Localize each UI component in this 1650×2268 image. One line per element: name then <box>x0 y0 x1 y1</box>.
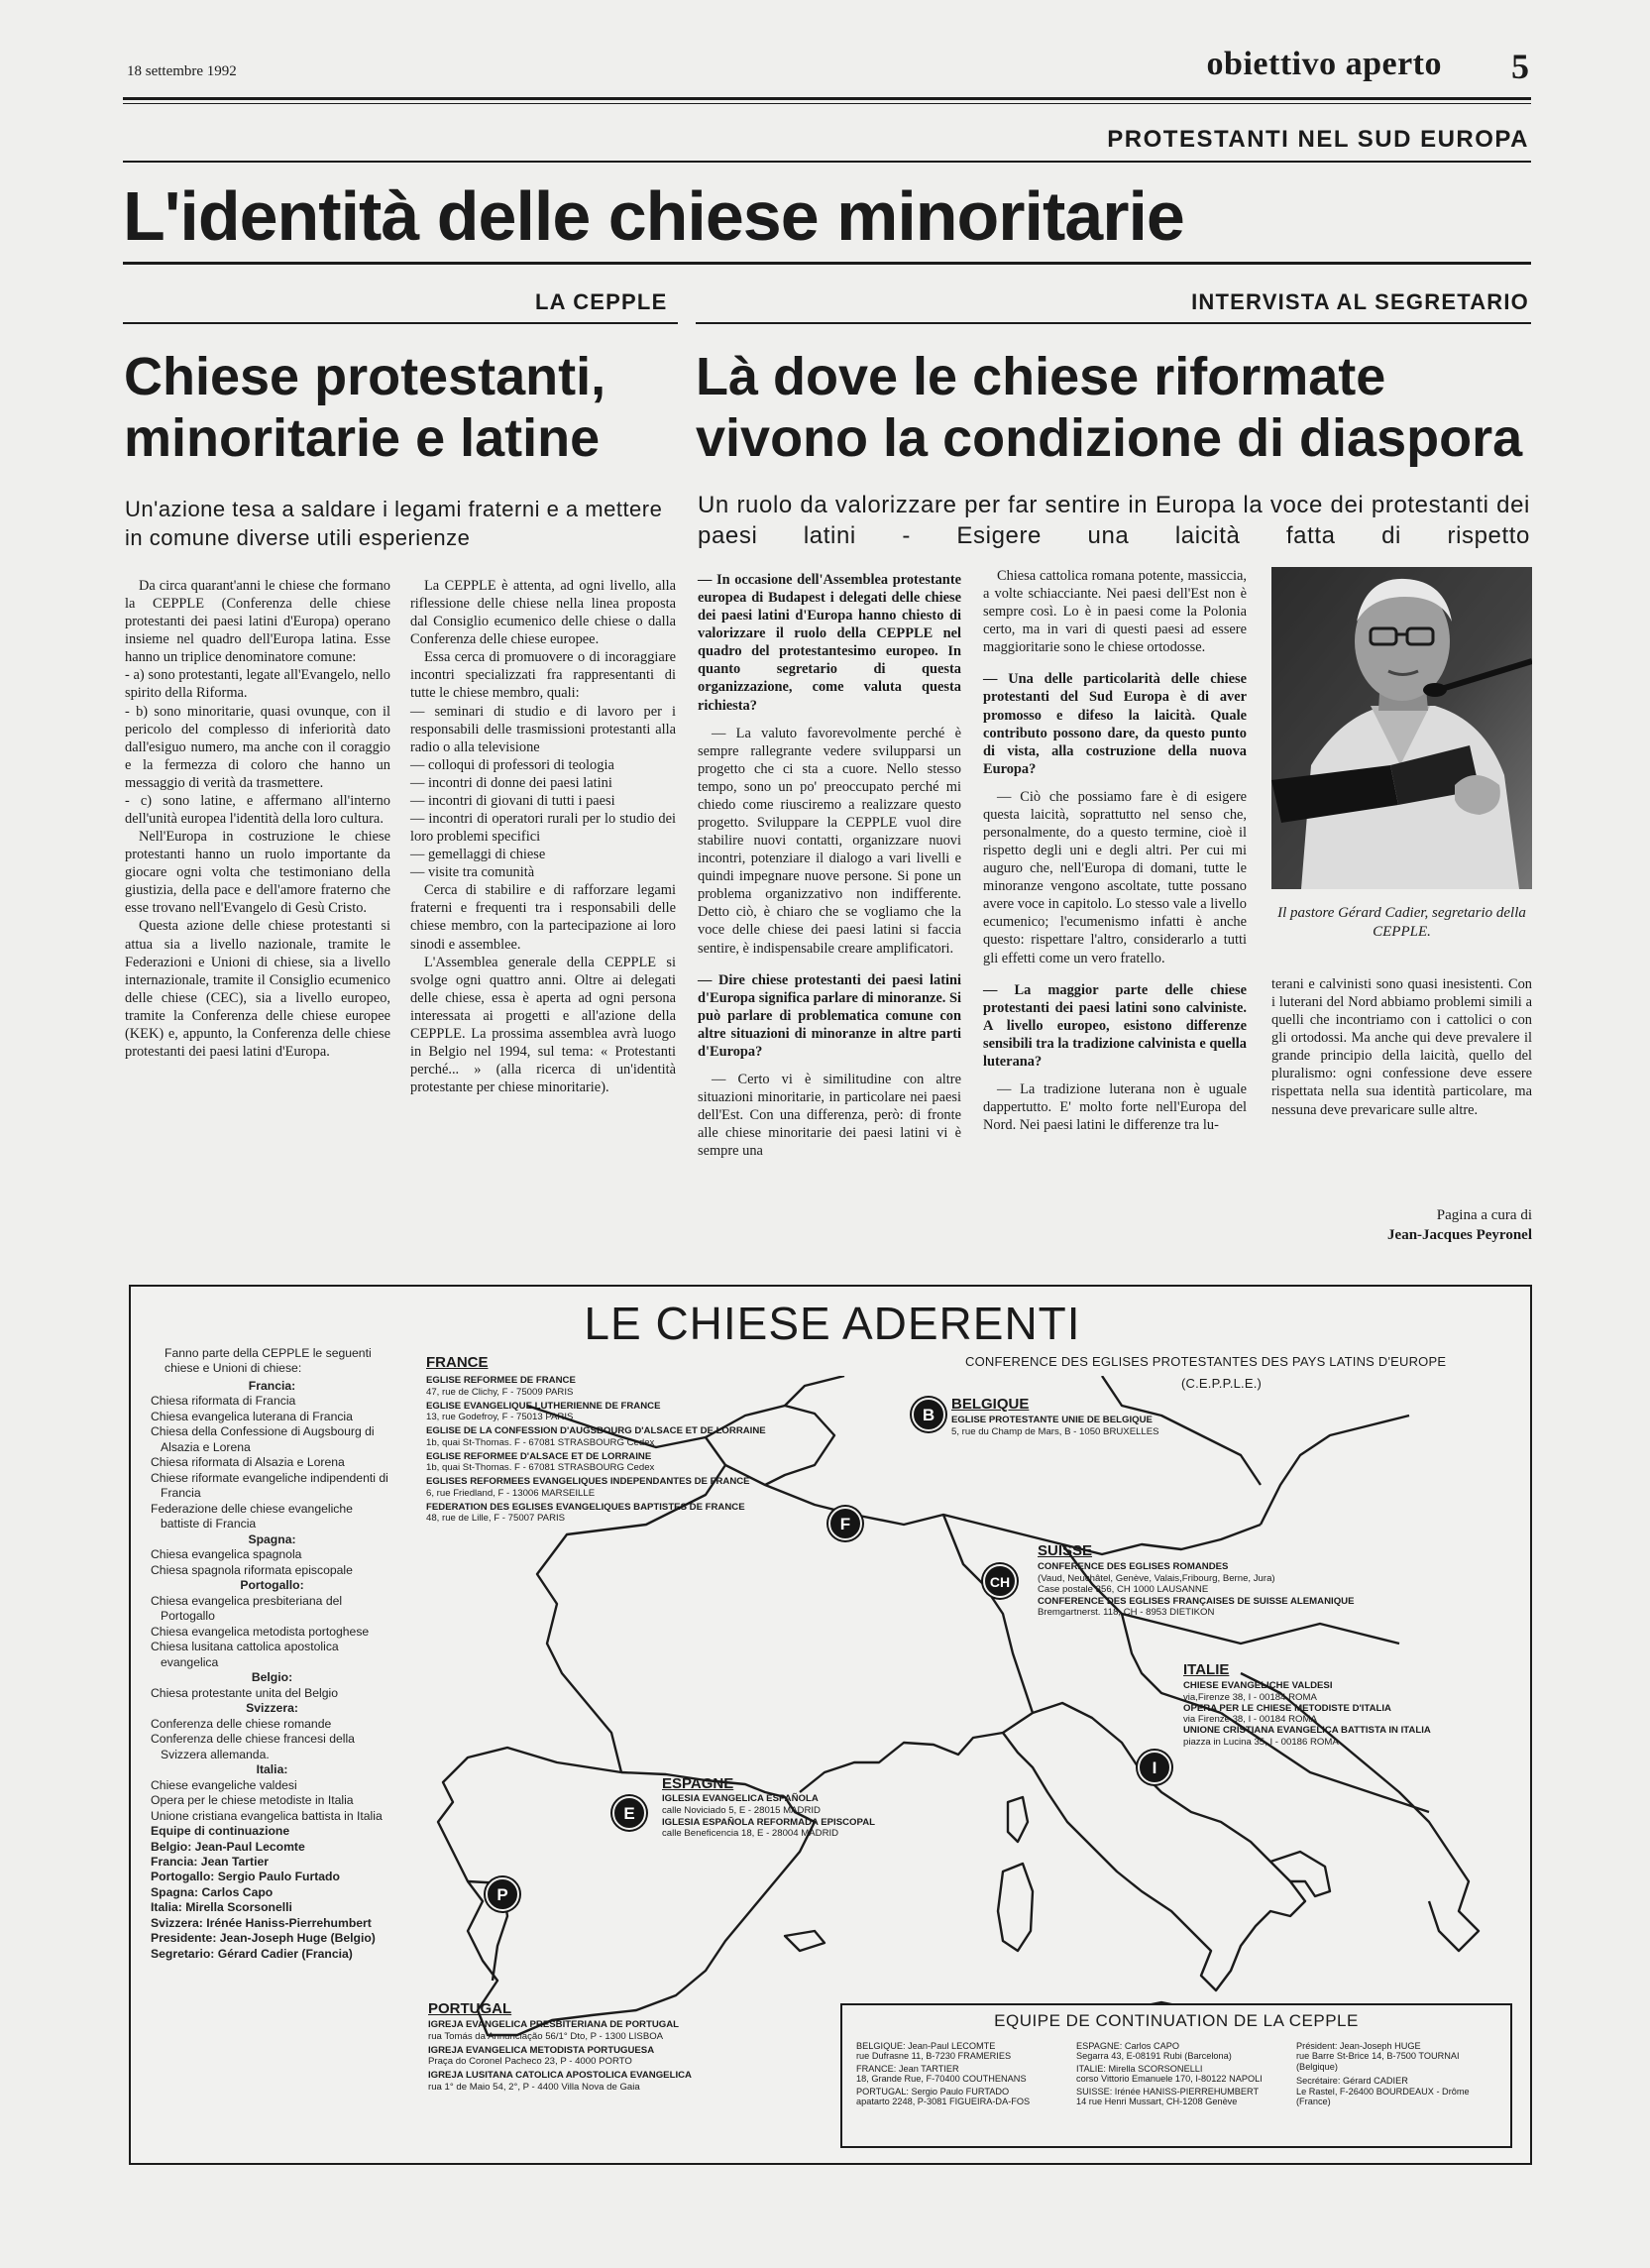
equipe-member: 18, Grande Rue, F-70400 COUTHENANS <box>856 2074 1027 2085</box>
church-address: rua Tomás da Annunciação 56/1° Dto, P - 1300 LISBOA <box>428 2030 664 2042</box>
paragraph: — visite tra comunità <box>410 864 535 881</box>
church-name: EGLISE PROTESTANTE UNIE DE BELGIQUE <box>951 1415 1153 1425</box>
equipe-member: Président: Jean-Joseph HUGE <box>1296 2041 1421 2051</box>
church-name: IGREJA LUSITANA CATOLICA APOSTOLICA EVANGELICA <box>428 2070 692 2082</box>
left-article-column-1 <box>125 577 390 1061</box>
interview-answer: — Ciò che possiamo fare è di esigere questa laicità, soprattutto nel senso che, personalmente, do a questo termine, cioè il rispetto degli uni e degli altri. Per cui mi auguro che, nell'Europa di domani, tutte le minoranze vengono ascoltate, tutte possano avere voce in capitolo. Lo stesso vale a livello ecumenico; l'ecumenismo infatti è anche questo: rispettare l'altro, considerarlo a tutti gli effetti come un vero fratello. <box>983 788 1247 966</box>
church-name: UNIONE CRISTIANA EVANGELICA BATTISTA IN ITALIA <box>1183 1725 1431 1737</box>
interview-question: — In occasione dell'Assemblea protestante europea di Budapest i delegati delle chiese dei paesi latini d'Europa hanno chiesto di valorizzare il ruolo della CEPPLE nel quadro del protestantesimo europeo. In quanto segretario di questa organizzazione, come valuta questa richiesta? <box>698 572 961 714</box>
church-entry: Portogallo: Sergio Paulo Furtado <box>151 1870 340 1884</box>
credit-line: Pagina a cura di <box>1436 1207 1532 1223</box>
paragraph: — incontri di donne dei paesi latini <box>410 774 612 791</box>
church-name: IGREJA EVANGELICA METODISTA PORTUGUESA <box>428 2044 655 2056</box>
paragraph: - a) sono protestanti, legate all'Evangelo, nello spirito della Riforma. <box>125 667 390 702</box>
country-heading: Spagna: <box>248 1531 296 1546</box>
equipe-continuation-box <box>840 2003 1512 2148</box>
church-name: CONFERENCE DES EGLISES FRANÇAISES DE SUISSE ALEMANIQUE <box>1038 1595 1355 1607</box>
paragraph: Essa cerca di promuovere o di incoraggiare incontri specializzati fra rappresentanti di tutte le chiese membro, quali: <box>410 649 676 702</box>
paragraph: — incontri di giovani di tutti i paesi <box>410 792 615 809</box>
interview-question: — Dire chiese protestanti dei paesi latini d'Europa significa parlare di minoranze. Si può parlare di problematica comune con altre situazioni di minoranze in altre parti d'Europa? <box>698 971 961 1060</box>
church-entry: Chiesa lusitana cattolica apostolica evangelica <box>151 1640 339 1669</box>
paragraph: La CEPPLE è attenta, ad ogni livello, alla riflessione delle chiese nella linea proposta dal Consiglio ecumenico delle chiese o dalla Conferenza delle chiese europee. <box>410 578 676 648</box>
church-entry: Fanno parte della CEPPLE le seguenti chiese e Unioni di chiese: <box>165 1346 372 1376</box>
church-name: EGLISES REFORMEES EVANGELIQUES INDEPENDANTES DE FRANCE <box>426 1476 750 1488</box>
church-address: rua 1° de Maio 54, 2°, P - 4400 Villa Nova de Gaia <box>428 2081 640 2093</box>
church-block <box>1183 1726 1481 1748</box>
church-address: calle Noviciado 5, E - 28015 MADRID <box>662 1804 821 1816</box>
equipe-column-2 <box>1076 2041 1289 2106</box>
church-entry: Svizzera: Irénée Haniss-Pierrehumbert <box>151 1915 372 1930</box>
switzerland-marker-icon: CH <box>983 1564 1017 1598</box>
section-kicker: PROTESTANTI NEL SUD EUROPA <box>1107 126 1529 153</box>
title-rule <box>123 262 1531 265</box>
left-article-kicker: LA CEPPLE <box>535 289 668 314</box>
newspaper-name: obiettivo aperto <box>1206 46 1442 82</box>
conference-title: CONFERENCE DES EGLISES PROTESTANTES DES PAYS LATINS D'EUROPE <box>965 1354 1447 1369</box>
paragraph: — seminari di studio e di lavoro per i responsabili delle trasmissioni protestanti alla radio o alla televisione <box>410 703 676 755</box>
equipe-address: Le Rastel, F-26400 BOURDEAUX - Drôme <box>1296 2086 1470 2097</box>
portugal-marker-icon: P <box>486 1877 519 1911</box>
church-address: 6, rue Friedland, F - 13006 MARSEILLE <box>426 1487 596 1499</box>
equipe-address: FRANCE: Jean TARTIER <box>856 2063 959 2074</box>
country-label-espagne: ESPAGNE <box>662 1775 734 1792</box>
church-address: Bremgartnerst. 118, CH - 8953 DIETIKON <box>1038 1607 1215 1619</box>
interview-answer: — La tradizione luterana non è uguale dappertutto. E' molto forte nell'Europa del Nord. Nei paesi latini le differenze tra lu- <box>983 1081 1247 1134</box>
paragraph: Da circa quarant'anni le chiese che formano la CEPPLE (Conferenza delle chiese protestanti dei paesi latini d'Europa) operano insieme nel quadro dell'Europa latina. Esse hanno un triplice denominatore comune: <box>125 578 390 666</box>
church-address: via,Firenze 38, I - 00184 ROMA <box>1183 1691 1317 1703</box>
church-address: Praça do Coronel Pacheco 23, P - 4000 PORTO <box>428 2056 632 2068</box>
headline-line: minoritarie e latine <box>124 407 601 468</box>
church-entry: Italia: Mirella Scorsonelli <box>151 1900 292 1915</box>
church-name: IGLESIA EVANGELICA ESPAÑOLA <box>662 1793 819 1804</box>
church-entry: Chiesa evangelica luterana di Francia <box>151 1409 353 1423</box>
church-block <box>426 1376 783 1398</box>
church-block <box>426 1503 783 1525</box>
equipe-title: EQUIPE DE CONTINUATION DE LA CEPPLE <box>994 2011 1359 2030</box>
page-number: 5 <box>1511 47 1529 86</box>
paragraph: Cerca di stabilire e di rafforzare legami fraterni e frequenti tra i responsabili delle chiese membro, con la partecipazione ai loro sinodi e assemblee. <box>410 882 676 953</box>
equipe-member: corso Vittorio Emanuele 170, I-80122 NAPOLI <box>1076 2074 1263 2085</box>
church-entry: Chiesa protestante unita del Belgio <box>151 1685 339 1700</box>
member-churches-list <box>151 1346 393 1962</box>
church-address: piazza in Lucina 35, I - 00186 ROMA <box>1183 1736 1339 1748</box>
church-name: EGLISE REFORMEE D'ALSACE ET DE LORRAINE <box>426 1450 652 1462</box>
church-block <box>428 2046 785 2068</box>
church-entry: Francia: Jean Tartier <box>151 1854 269 1869</box>
espagne-church-list <box>662 1794 959 1841</box>
credit-name: Jean-Jacques Peyronel <box>1387 1227 1532 1244</box>
member-churches-map-box <box>129 1285 1532 2165</box>
church-block <box>951 1416 1249 1437</box>
church-block <box>426 1477 783 1499</box>
paragraph: — gemellaggi di chiese <box>410 847 546 863</box>
country-label-italie: ITALIE <box>1183 1661 1230 1678</box>
church-block <box>428 2071 785 2093</box>
belgique-church-list <box>951 1416 1249 1439</box>
right-article-subhead: Un ruolo da valorizzare per far sentire in Europa la voce dei protestanti dei paesi latini - Esigere una laicità fatta di rispetto <box>698 492 1530 549</box>
suisse-church-list <box>1038 1562 1414 1620</box>
italie-church-list <box>1183 1681 1481 1749</box>
church-name: IGREJA EVANGELICA PRESBITERIANA DE PORTUGAL <box>428 2019 680 2030</box>
equipe-address: (Belgique) <box>1296 2061 1338 2072</box>
page-title: L'identità delle chiese minoritarie <box>123 177 1184 255</box>
country-label-portugal: PORTUGAL <box>428 2000 512 2017</box>
portugal-church-list <box>428 2020 785 2097</box>
church-entry: Unione cristiana evangelica battista in Italia <box>151 1808 383 1823</box>
church-block <box>1183 1681 1481 1703</box>
paragraph: Nell'Europa in costruzione le chiese protestanti hanno un ruolo importante da giocare ogni volta che testimoniano della giustizia, della pace e dell'amore fraterno che esse trovano nell'Evangelo di Gesù Cristo. <box>125 829 390 917</box>
interview-column-1 <box>698 571 961 1160</box>
church-entry: Chiese evangeliche valdesi <box>151 1777 297 1792</box>
church-name: FEDERATION DES EGLISES EVANGELIQUES BAPTISTES DE FRANCE <box>426 1501 745 1513</box>
equipe-address: 14 rue Henri Mussart, CH-1208 Genève <box>1076 2096 1238 2106</box>
paragraph: L'Assemblea generale della CEPPLE si svolge ogni quattro anni. Oltre ai delegati delle chiese, essa è aperta ad ogni persona interessata ai progetti e all'azione della CEPPLE. La prossima assemblea avrà luogo in Belgio nel 1994, sul tema: « Protestanti perché... » (alla ricerca di un'identità protestante per chiese minoritarie). <box>410 954 676 1096</box>
page-credit <box>1271 1205 1532 1246</box>
church-entry: Chiesa riformata di Alsazia e Lorena <box>151 1455 345 1470</box>
church-address: 13, rue Godefroy, F - 75013 PARIS <box>426 1412 574 1423</box>
portrait-photo <box>1271 567 1532 889</box>
right-article-headline <box>696 347 1548 469</box>
church-block <box>426 1426 783 1448</box>
church-address: 1b, quai St-Thomas. F - 67081 STRASBOURG Cedex <box>426 1462 655 1474</box>
church-address: calle Beneficencia 18, E - 28004 MADRID <box>662 1828 839 1840</box>
church-block <box>426 1452 783 1474</box>
church-entry: Chiesa evangelica spagnola <box>151 1547 302 1562</box>
map-title: LE CHIESE ADERENTI <box>584 1298 1081 1349</box>
right-kicker-rule <box>696 322 1531 324</box>
church-name: EGLISE REFORMEE DE FRANCE <box>426 1375 576 1386</box>
paragraph: - b) sono minoritarie, quasi ovunque, con il pericolo del complesso di inferiorità dato dall'esiguo numero, ma anche con il coraggio e la fermezza di coloro che hanno un messaggio di verità da trasmettere. <box>125 703 390 791</box>
issue-date: 18 settembre 1992 <box>127 63 237 79</box>
church-name: EGLISE EVANGELIQUE LUTHERIENNE DE FRANCE <box>426 1400 661 1412</box>
church-block <box>1038 1597 1414 1619</box>
church-entry: Chiesa evangelica metodista portoghese <box>151 1624 370 1639</box>
interview-answer: — La valuto favorevolmente perché è sempre rallegrante vedere svilupparsi un progetto che ci sta a cuore. Nello stesso tempo, sono un po' preoccupato perché mi chiedo come riusciremo a realizzare questo progetto. Sviluppare la CEPPLE vuol dire stabilire nuovi contatti, organizzare nuovi incontri, potenziare il dialogo a vari livelli e quindi impegnare nuove persone. Si pone un problema organizzativo non indifferente. Detto ciò, è chiaro che se vogliamo che la voce delle chiese dei paesi latini si faccia sentire, è indispensabile creare amplificatori. <box>698 725 961 957</box>
country-label-belgique: BELGIQUE <box>951 1396 1030 1413</box>
church-entry: Chiesa spagnola riformata episcopale <box>151 1562 353 1577</box>
equipe-address: rue Barre St-Brice 14, B-7500 TOURNAI <box>1296 2051 1460 2062</box>
equipe-address: Segarra 43, E-08191 Rubi (Barcelona) <box>1076 2051 1232 2062</box>
church-name: OPERA PER LE CHIESE METODISTE D'ITALIA <box>1183 1702 1391 1714</box>
church-block <box>428 2020 785 2042</box>
country-heading: Belgio: <box>251 1670 293 1685</box>
interview-answer: terani e calvinisti sono quasi inesistenti. Con i luterani del Nord abbiamo problemi simili a quelli che incontriamo con i cattolici o con gli ortodossi. Ma anche qui deve prevalere il grande principio della laicità, quello del pluralismo: ogni confessione deve essere rispettata nella sua identità particolare, ma nessuna deve prevaricare sulle altre. <box>1271 976 1532 1118</box>
church-entry: Belgio: Jean-Paul Lecomte <box>151 1839 305 1854</box>
church-entry: Federazione delle chiese evangeliche battiste di Francia <box>151 1501 353 1531</box>
equipe-address: PORTUGAL: Sergio Paulo FURTADO <box>856 2086 1010 2097</box>
photo-caption: Il pastore Gérard Cadier, segretario della CEPPLE. <box>1277 905 1526 940</box>
church-address: 48, rue de Lille, F - 75007 PARIS <box>426 1513 566 1525</box>
equipe-member: ESPAGNE: Carlos CAPO <box>1076 2041 1179 2051</box>
portrait-image <box>1271 567 1532 889</box>
equipe-member: BELGIQUE: Jean-Paul LECOMTE <box>856 2041 996 2051</box>
left-article-subhead: Un'azione tesa a saldare i legami fraterni e a mettere in comune diverse utili esperienze <box>125 497 663 550</box>
left-article-headline <box>124 347 679 469</box>
section-rule <box>123 161 1531 163</box>
equipe-address: rue Dufrasne 11, B-7230 FRAMERIES <box>856 2051 1012 2062</box>
church-entry: Chiesa della Confessione di Augsbourg di Alsazia e Lorena <box>151 1424 375 1454</box>
church-block <box>426 1402 783 1423</box>
church-entry: Opera per le chiese metodiste in Italia <box>151 1793 354 1808</box>
church-address: 1b, quai St-Thomas. F - 67081 STRASBOURG Cedex <box>426 1436 655 1448</box>
church-name: IGLESIA ESPAÑOLA REFORMADA EPISCOPAL <box>662 1816 875 1828</box>
interview-column-3 <box>1271 975 1532 1119</box>
spain-marker-icon: E <box>612 1796 646 1830</box>
interview-answer: Chiesa cattolica romana potente, massiccia, a volte schiacciante. Nei paesi dell'Est non è sempre così. Lo è in paesi come la Polonia certo, ma in vari di questi paesi ad essere maggioritarie sono le chiese ortodosse. <box>983 568 1247 656</box>
italy-marker-icon: I <box>1138 1751 1171 1784</box>
interview-question: — La maggior parte delle chiese protestanti dei paesi latini sono calviniste. A livello europeo, esistono differenze sensibili tra la tradizione calvinista e quella luterana? <box>983 981 1247 1070</box>
church-entry: Chiesa evangelica presbiteriana del Portogallo <box>151 1593 343 1624</box>
church-entry: Segretario: Gérard Cadier (Francia) <box>151 1946 353 1961</box>
belgium-marker-icon: B <box>912 1398 945 1431</box>
church-entry: Equipe di continuazione <box>151 1824 290 1839</box>
country-label-suisse: SUISSE <box>1038 1542 1093 1559</box>
headline-line: vivono la condizione di diaspora <box>696 407 1523 468</box>
interview-column-2 <box>983 567 1247 1134</box>
church-block <box>1038 1562 1414 1595</box>
church-entry: Presidente: Jean-Joseph Huge (Belgio) <box>151 1931 376 1946</box>
church-address: 47, rue de Clichy, F - 75009 PARIS <box>426 1386 574 1398</box>
masthead-rule-thin <box>123 103 1531 104</box>
headline-line: Là dove le chiese riformate <box>696 347 1386 406</box>
church-block <box>662 1794 959 1816</box>
interview-question: — Una delle particolarità delle chiese protestanti del Sud Europa è di aver promosso e difeso la laicità. Quale contributo possono dare, da questo punto di vista, alla costruzione della nuova Europa? <box>983 671 1247 777</box>
right-article-kicker: INTERVISTA AL SEGRETARIO <box>1191 289 1529 314</box>
paragraph: — colloqui di professori di teologia <box>410 756 614 773</box>
conference-abbr: (C.E.P.P.L.E.) <box>1181 1376 1263 1391</box>
church-entry: Chiesa riformata di Francia <box>151 1394 296 1409</box>
church-address: 5, rue du Champ de Mars, B - 1050 BRUXELLES <box>951 1425 1159 1437</box>
country-label-france: FRANCE <box>426 1354 489 1371</box>
equipe-address: ITALIE: Mirella SCORSONELLI <box>1076 2063 1203 2074</box>
church-address: via Firenze 38, I - 00184 ROMA <box>1183 1714 1317 1726</box>
church-entry: Spagna: Carlos Capo <box>151 1884 274 1899</box>
church-name: CONFERENCE DES EGLISES ROMANDES <box>1038 1561 1229 1572</box>
france-marker-icon: F <box>828 1507 862 1540</box>
left-kicker-rule <box>123 322 678 324</box>
equipe-member: Secrétaire: Gérard CADIER <box>1296 2076 1408 2087</box>
country-heading: Svizzera: <box>246 1701 298 1716</box>
church-entry: Conferenza delle chiese romande <box>151 1716 332 1731</box>
paragraph: — incontri di operatori rurali per lo studio dei loro problemi specifici <box>410 811 676 846</box>
church-address: (Vaud, Neuchâtel, Genève, Valais,Fribourg, Berne, Jura) <box>1038 1572 1275 1584</box>
equipe-column-1 <box>856 2041 1069 2106</box>
church-address: Case postale 356, CH 1000 LAUSANNE <box>1038 1583 1209 1595</box>
equipe-address: apatarto 2248, P-3081 FIGUEIRA-DA-FOS <box>856 2096 1031 2106</box>
equipe-column-3 <box>1296 2041 1504 2106</box>
church-name: CHIESE EVANGELICHE VALDESI <box>1183 1680 1333 1691</box>
paragraph: - c) sono latine, e affermano all'interno dell'unità europea l'identità della loro cultura. <box>125 792 390 828</box>
headline-line: Chiese protestanti, <box>124 347 606 406</box>
left-article-column-2 <box>410 577 676 1096</box>
church-block <box>1183 1704 1481 1726</box>
paragraph: Questa azione delle chiese protestanti si attua sia a livello nazionale, tramite le Federazioni e Unioni di chiese, sia a livello internazionale, tramite il Consiglio ecumenico delle chiese (CEC), sia a livello europeo, tramite la Conferenza delle chiese europee (KEK) e, appunto, la Conferenza delle chiese protestanti dei paesi latini d'Europa. <box>125 918 390 1061</box>
church-entry: Chiese riformate evangeliche indipendenti di Francia <box>151 1470 388 1501</box>
equipe-address: (France) <box>1296 2096 1331 2106</box>
interview-answer: — Certo vi è similitudine con altre situazioni minoritarie, in particolare nei paesi dell'Est. Con una differenza, però: di fronte alle chiese minoritarie dei paesi latini vi è sempre una <box>698 1072 961 1160</box>
church-block <box>662 1818 959 1840</box>
masthead-rule-thick <box>123 97 1531 100</box>
church-name: EGLISE DE LA CONFESSION D'AUGSBOURG D'ALSACE ET DE LORRAINE <box>426 1425 766 1437</box>
church-entry: Conferenza delle chiese francesi della Svizzera allemanda. <box>151 1732 355 1761</box>
country-heading: Italia: <box>256 1762 288 1777</box>
country-heading: Portogallo: <box>240 1578 304 1593</box>
france-church-list <box>426 1376 783 1528</box>
equipe-address: SUISSE: Irénée HANISS-PIERREHUMBERT <box>1076 2086 1260 2097</box>
country-heading: Francia: <box>248 1378 296 1393</box>
